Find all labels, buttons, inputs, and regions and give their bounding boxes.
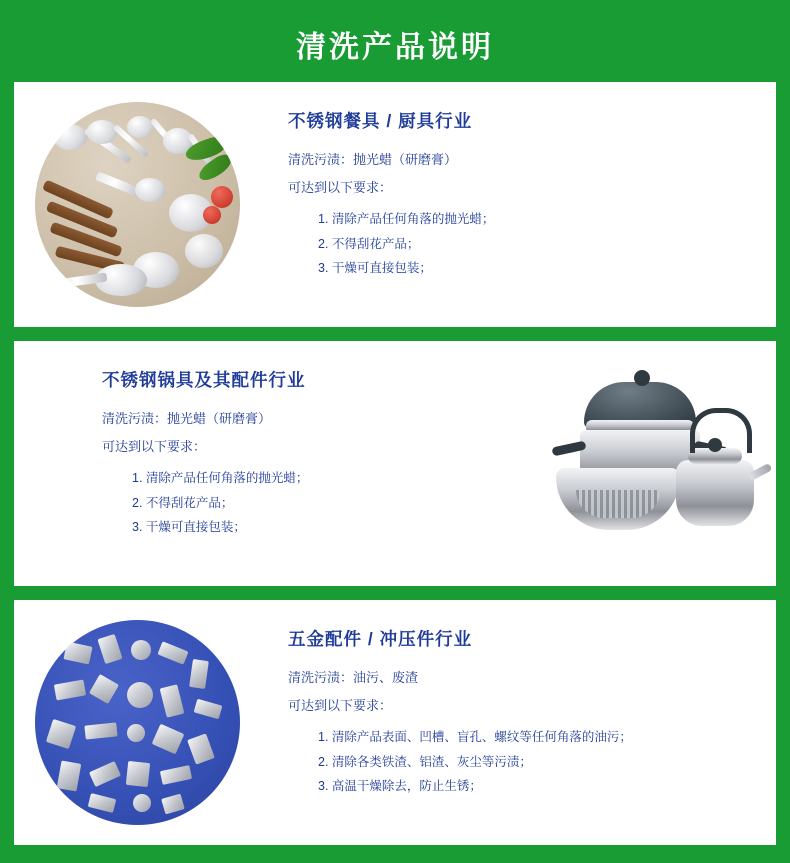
- section-hardware-text: [260, 600, 776, 845]
- section-requirement-line: 可达到以下要求：: [288, 180, 393, 196]
- cookware-image: [538, 364, 768, 564]
- section-heading: 不锈钢锅具及其配件行业: [102, 370, 306, 390]
- cutlery-circle-image: [35, 102, 240, 307]
- section-requirement-list: [288, 207, 758, 280]
- hardware-stamping-parts-photo: [14, 600, 260, 845]
- section-cookware-text: [14, 341, 530, 586]
- section-heading: 五金配件 / 冲压件行业: [288, 629, 473, 649]
- list-item: 3. 干燥可直接包装；: [318, 261, 432, 276]
- section-requirement-list: [102, 466, 512, 539]
- hardware-circle-image: [35, 620, 240, 825]
- section-requirement-line: 可达到以下要求：: [102, 439, 207, 455]
- list-item: 3. 高温干燥除去，防止生锈；: [318, 779, 482, 794]
- section-stain-line: 清洗污渍：油污、废渣: [288, 670, 419, 685]
- section-hardware: [14, 600, 776, 845]
- list-item: 1. 清除产品任何角落的抛光蜡；: [318, 212, 495, 227]
- section-cutlery-text: [260, 82, 776, 327]
- list-item: 2. 不得刮花产品；: [132, 495, 234, 510]
- section-stain-line: 清洗污渍：抛光蜡（研磨膏）: [102, 411, 272, 426]
- section-stain-line: 清洗污渍：抛光蜡（研磨膏）: [288, 152, 458, 167]
- section-cookware: [14, 341, 776, 586]
- stainless-steel-cookware-photo: [530, 341, 776, 586]
- page-title: 清洗产品说明: [296, 31, 494, 64]
- section-requirement-line: 可达到以下要求：: [288, 698, 393, 714]
- section-requirement-list: [288, 725, 758, 798]
- list-item: 3. 干燥可直接包装；: [132, 520, 246, 535]
- section-cutlery: [14, 82, 776, 327]
- list-item: 1. 清除产品任何角落的抛光蜡；: [132, 471, 309, 486]
- list-item: 1. 清除产品表面、凹槽、盲孔、螺纹等任何角落的油污；: [318, 730, 632, 745]
- stainless-steel-cutlery-photo: [14, 82, 260, 327]
- list-item: 2. 清除各类铁渣、铝渣、灰尘等污渍；: [318, 754, 532, 769]
- section-heading: 不锈钢餐具 / 厨具行业: [288, 111, 473, 131]
- list-item: 2. 不得刮花产品；: [318, 236, 420, 251]
